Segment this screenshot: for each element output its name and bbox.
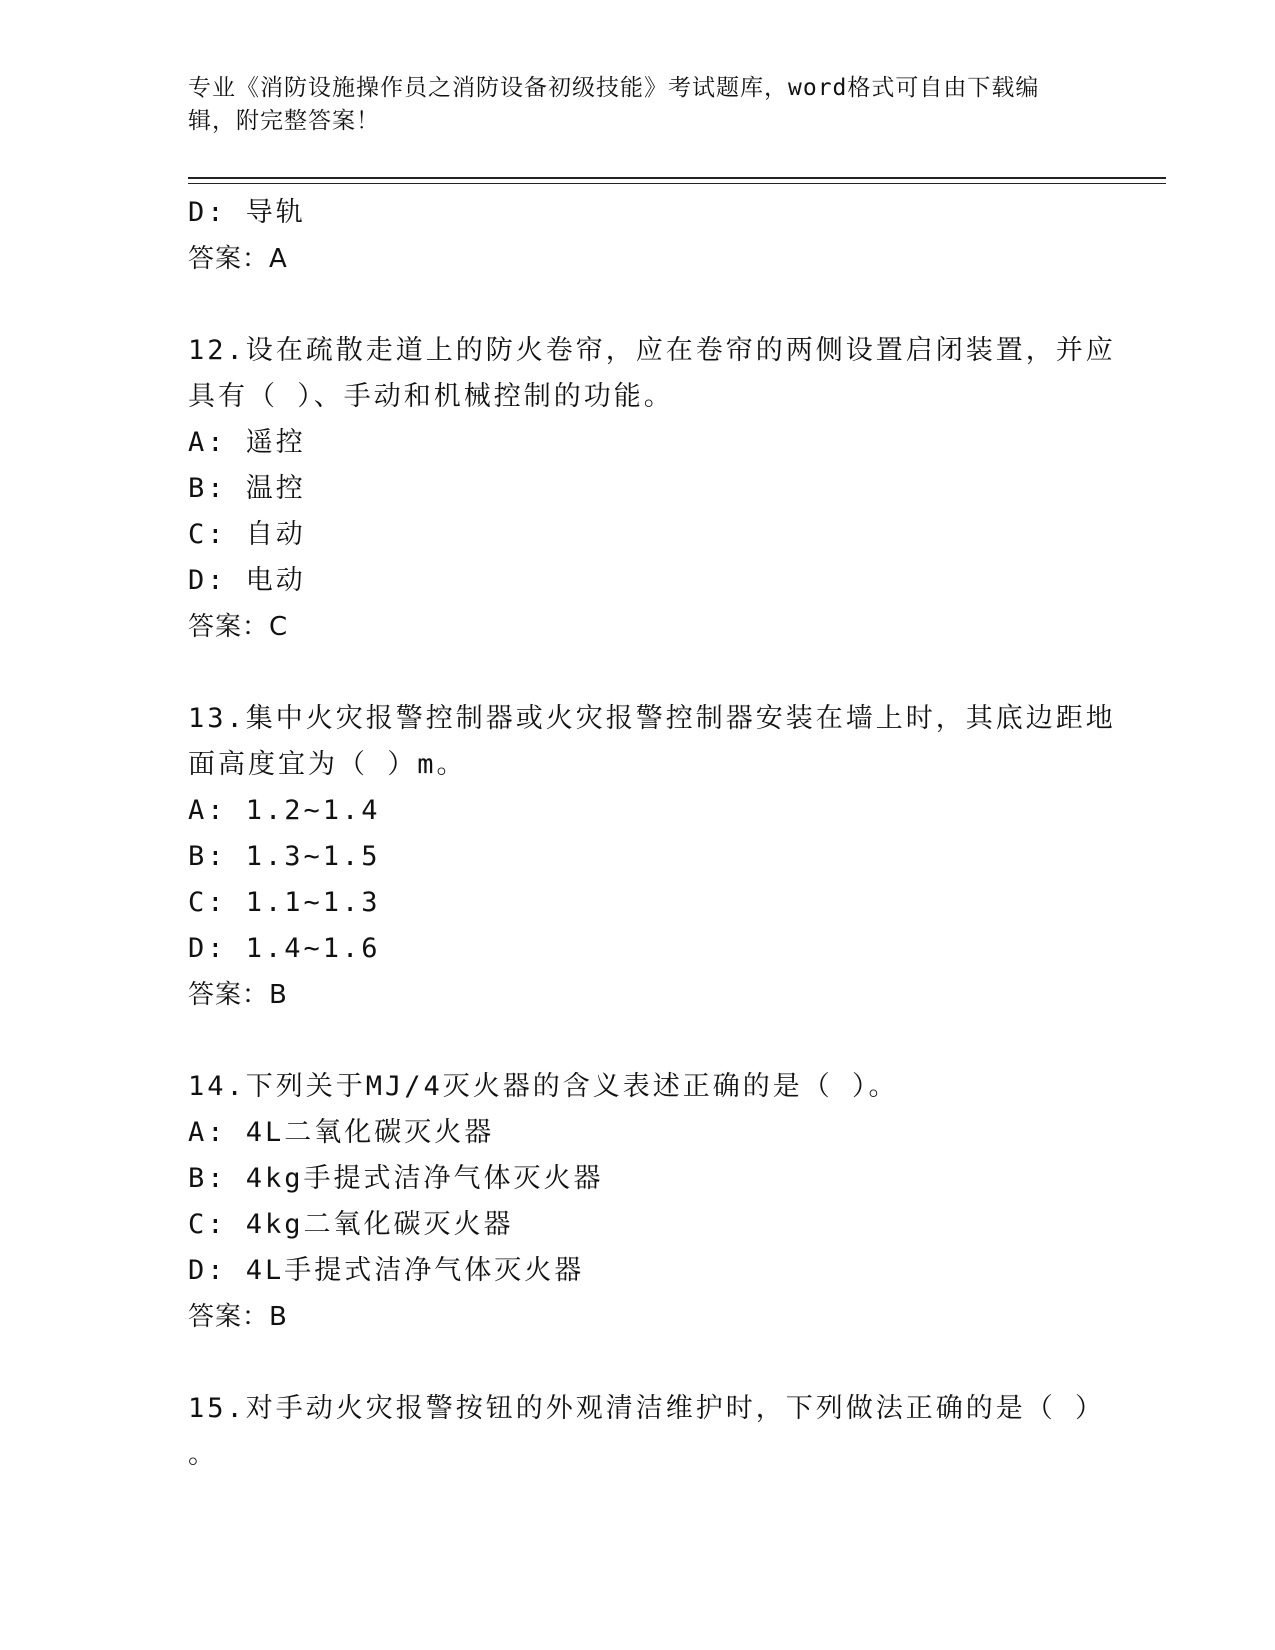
spacer [188,282,1088,328]
header-divider-thin [188,183,1166,184]
option-a: A: 1.2~1.4 [188,795,381,826]
header-line-1: 专业《消防设施操作员之消防设备初级技能》考试题库，word格式可自由下载编 [188,75,1040,101]
question-text-line: 13.集中火灾报警控制器或火灾报警控制器安装在墙上时，其底边距地 [188,703,1116,734]
document-header [188,72,1088,138]
option-c: C: 1.1~1.3 [188,887,381,918]
answer-line: 答案：B [188,1302,288,1332]
question-text-line: 具有（ ）、手动和机械控制的功能。 [188,381,674,412]
question-text-line: 12.设在疏散走道上的防火卷帘，应在卷帘的两侧设置启闭装置，并应 [188,335,1116,366]
question-text-line: 面高度宜为（ ）m。 [188,749,467,780]
option-c: C: 自动 [188,519,306,550]
option-a: A: 遥控 [188,427,306,458]
question-text-line: 14.下列关于MJ/4灭火器的含义表述正确的是（ ）。 [188,1071,899,1102]
option-d: D: 电动 [188,565,306,596]
question-14 [188,1064,1088,1340]
question-13 [188,696,1116,1018]
answer-line: 答案：A [188,244,288,274]
question-text-line: 。 [188,1439,218,1470]
answer-line: 答案：B [188,980,288,1010]
question-15 [188,1386,1106,1478]
spacer [188,1340,1088,1386]
question-list [188,190,1116,1478]
option-a: A: 4L二氧化碳灭火器 [188,1117,495,1148]
question-12 [188,328,1116,650]
option-b: B: 温控 [188,473,306,504]
answer-line: 答案：C [188,612,289,642]
question-text-line: 15.对手动火灾报警按钮的外观清洁维护时，下列做法正确的是（ ） [188,1393,1106,1424]
option-d: D: 1.4~1.6 [188,933,381,964]
header-divider-thick [188,177,1166,179]
option-c: C: 4kg二氧化碳灭火器 [188,1209,514,1240]
header-line-2: 辑，附完整答案！ [188,108,380,134]
option-d: D: 导轨 [188,197,306,228]
option-d: D: 4L手提式洁净气体灭火器 [188,1255,585,1286]
option-b: B: 1.3~1.5 [188,841,381,872]
spacer [188,650,1088,696]
previous-question-tail [188,190,1088,282]
spacer [188,1018,1088,1064]
option-b: B: 4kg手提式洁净气体灭火器 [188,1163,604,1194]
